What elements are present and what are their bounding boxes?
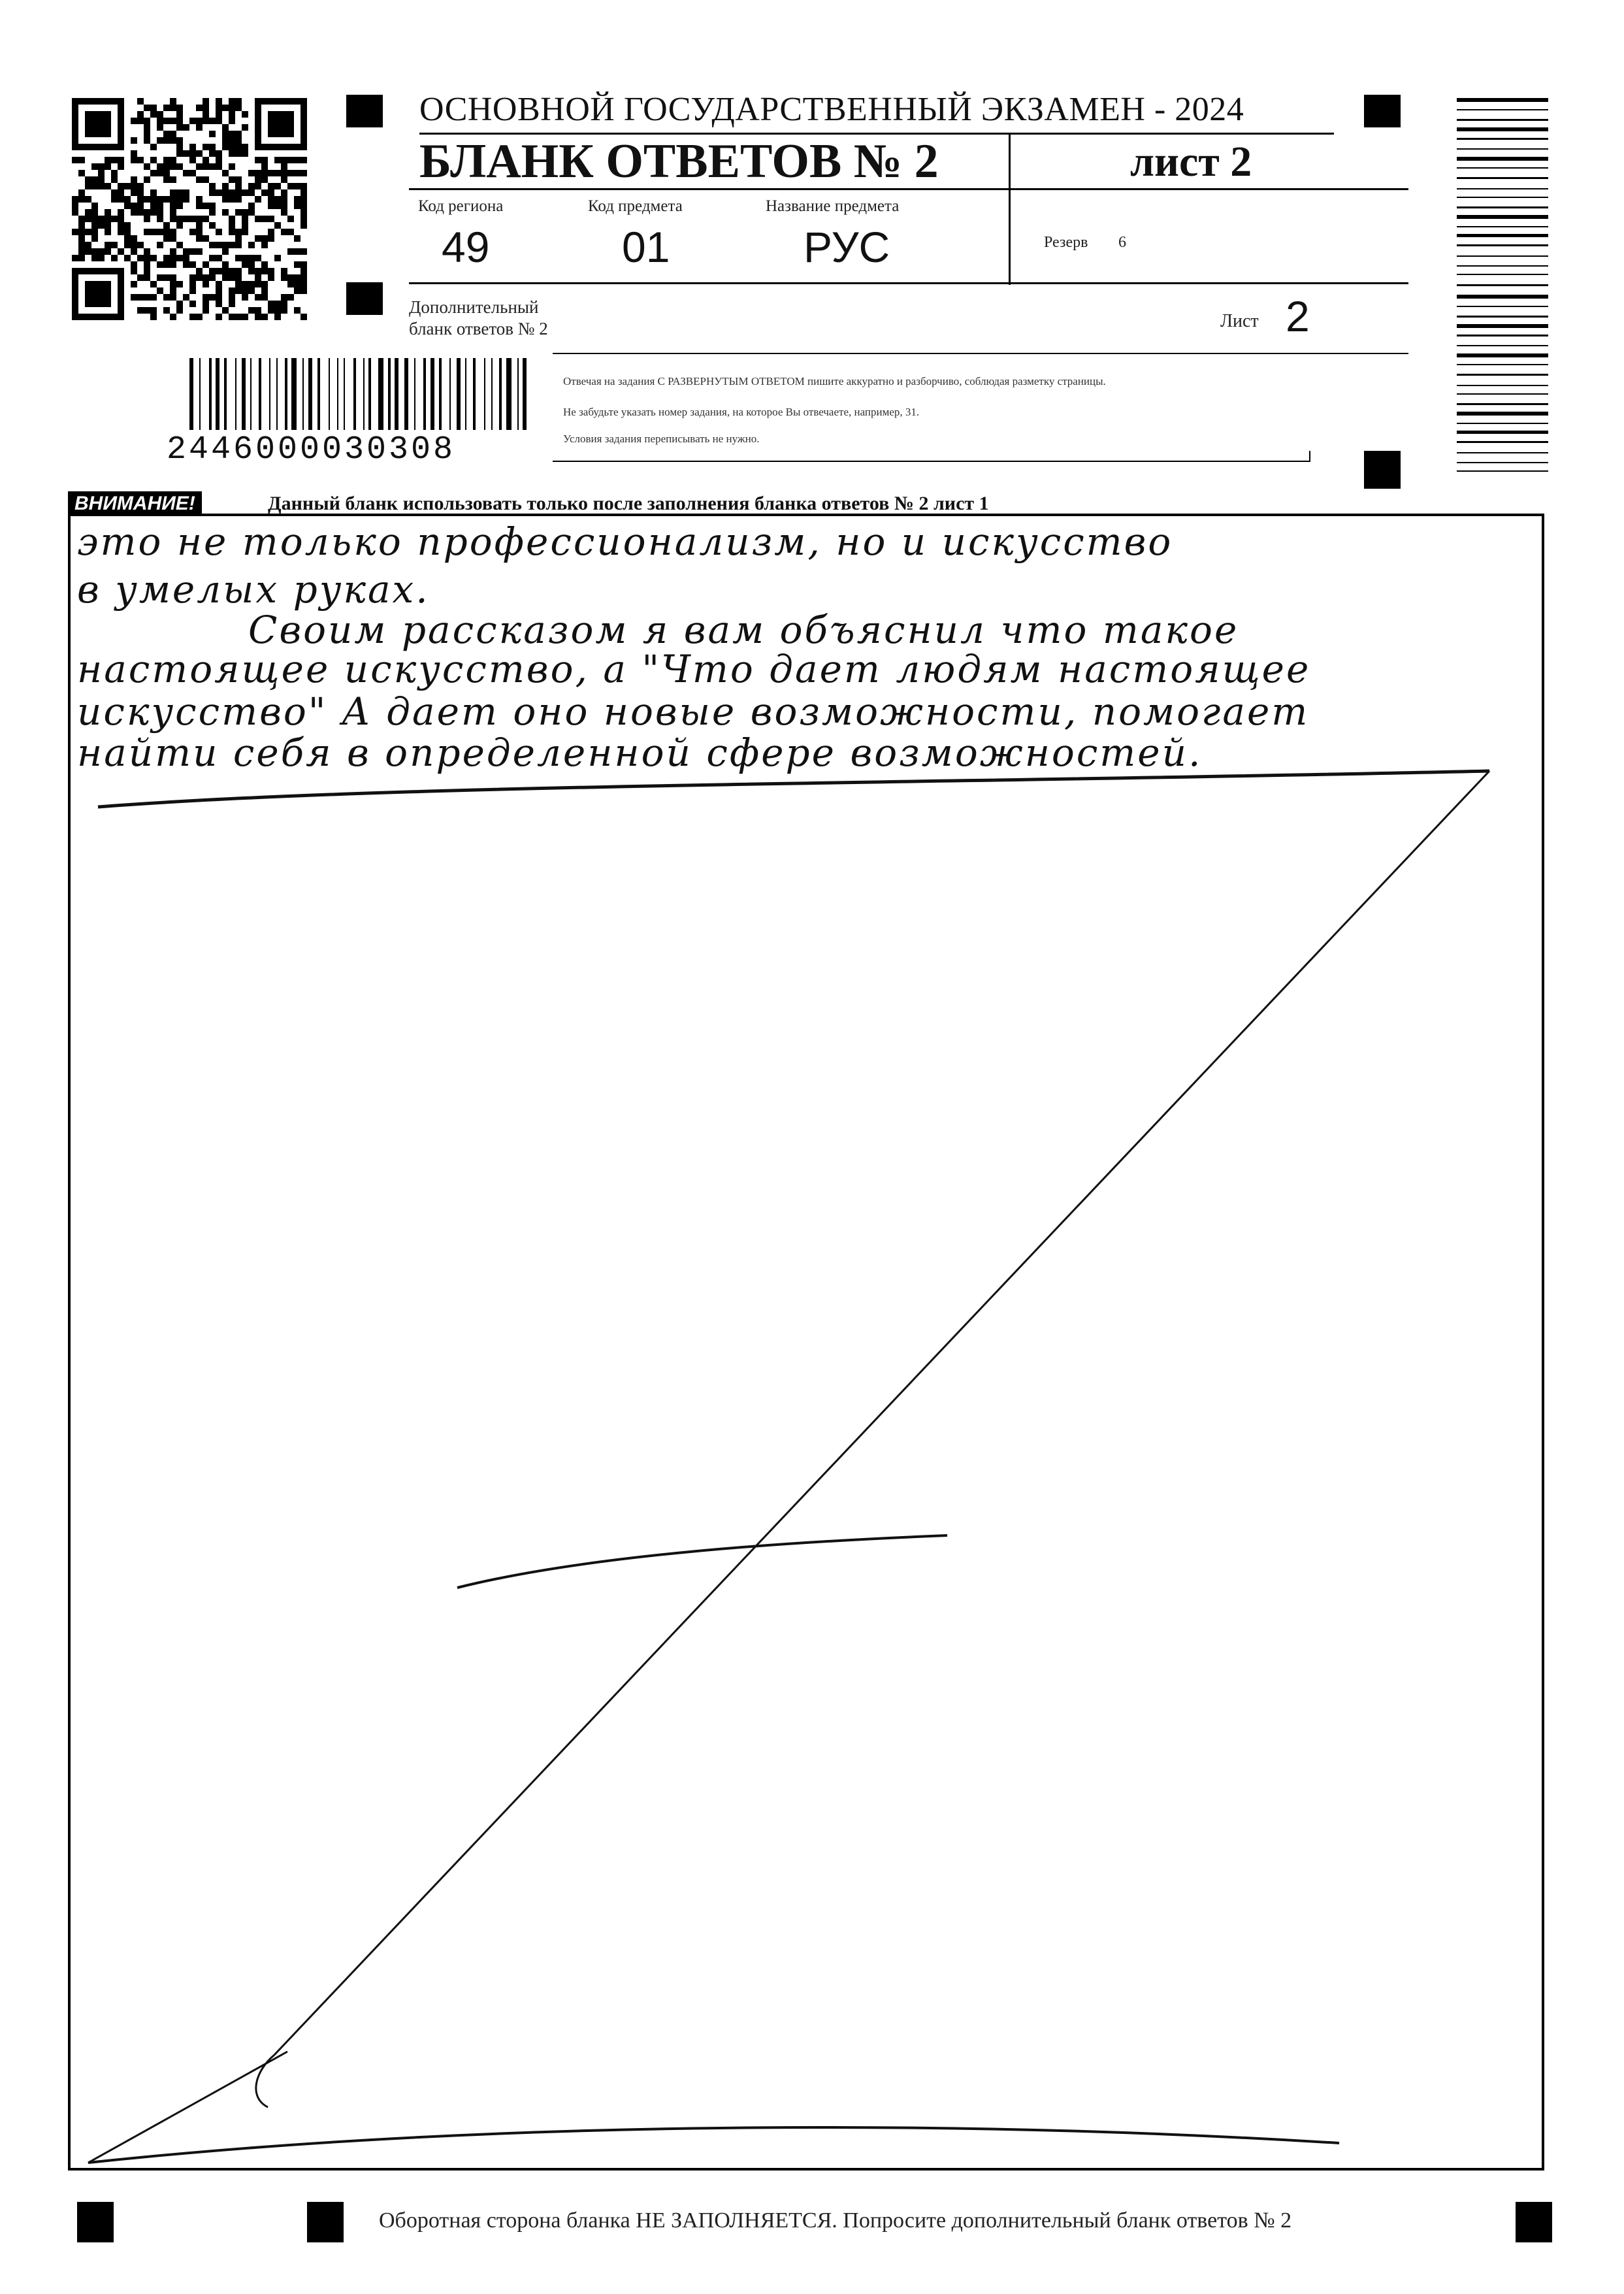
answer-line: Своим рассказом я вам объяснил что такое — [248, 608, 1239, 652]
additional-label-line1: Дополнительный — [409, 297, 539, 317]
region-code: 49 — [442, 223, 490, 271]
region-code-label: Код региона — [418, 197, 504, 215]
footer-text: Оборотная сторона бланка НЕ ЗАПОЛНЯЕТСЯ. Попросите дополнительный бланк ответов № 2 — [379, 2208, 1292, 2233]
answer-line: это не только профессионализм, но и искусство — [77, 519, 1173, 564]
instruction-line1: Отвечая на задания С РАЗВЕРНУТЫМ ОТВЕТОМ пишите аккуратно и разборчиво, соблюдая разметку страницы. — [563, 375, 1106, 387]
reserve-label: Резерв — [1044, 234, 1088, 251]
additional-label-line2: бланк ответов № 2 — [409, 319, 548, 338]
instruction-line2: Не забудьте указать номер задания, на которое Вы отвечаете, например, 31. — [563, 406, 920, 418]
barcode-number: 2446000030308 — [167, 431, 456, 468]
subject-name: РУС — [804, 223, 890, 271]
answer-line: в умелых руках. — [77, 567, 430, 612]
exam-title: ОСНОВНОЙ ГОСУДАРСТВЕННЫЙ ЭКЗАМЕН - 2024 — [419, 91, 1244, 128]
sheet-number: 2 — [1286, 292, 1310, 340]
instruction-line3: Условия задания переписывать не нужно. — [563, 433, 760, 445]
answer-line: настоящее искусство, а "Что дает людям настоящее — [77, 647, 1311, 691]
warning-badge: ВНИМАНИЕ! — [68, 491, 202, 516]
subject-name-label: Название предмета — [766, 197, 900, 215]
subject-code-label: Код предмета — [588, 197, 683, 215]
warning-text: Данный бланк использовать только после заполнения бланка ответов № 2 лист 1 — [268, 493, 989, 514]
answer-line: найти себя в определенной сфере возможностей. — [77, 730, 1203, 775]
sheet-number-label: Лист — [1220, 311, 1259, 331]
reserve-value: 6 — [1118, 234, 1126, 251]
form-title: БЛАНК ОТВЕТОВ № 2 — [419, 135, 939, 188]
sheet-label: лист 2 — [1130, 138, 1252, 186]
answer-line: искусство" А дает оно новые возможности, помогает — [77, 689, 1310, 734]
subject-code: 01 — [622, 223, 670, 271]
